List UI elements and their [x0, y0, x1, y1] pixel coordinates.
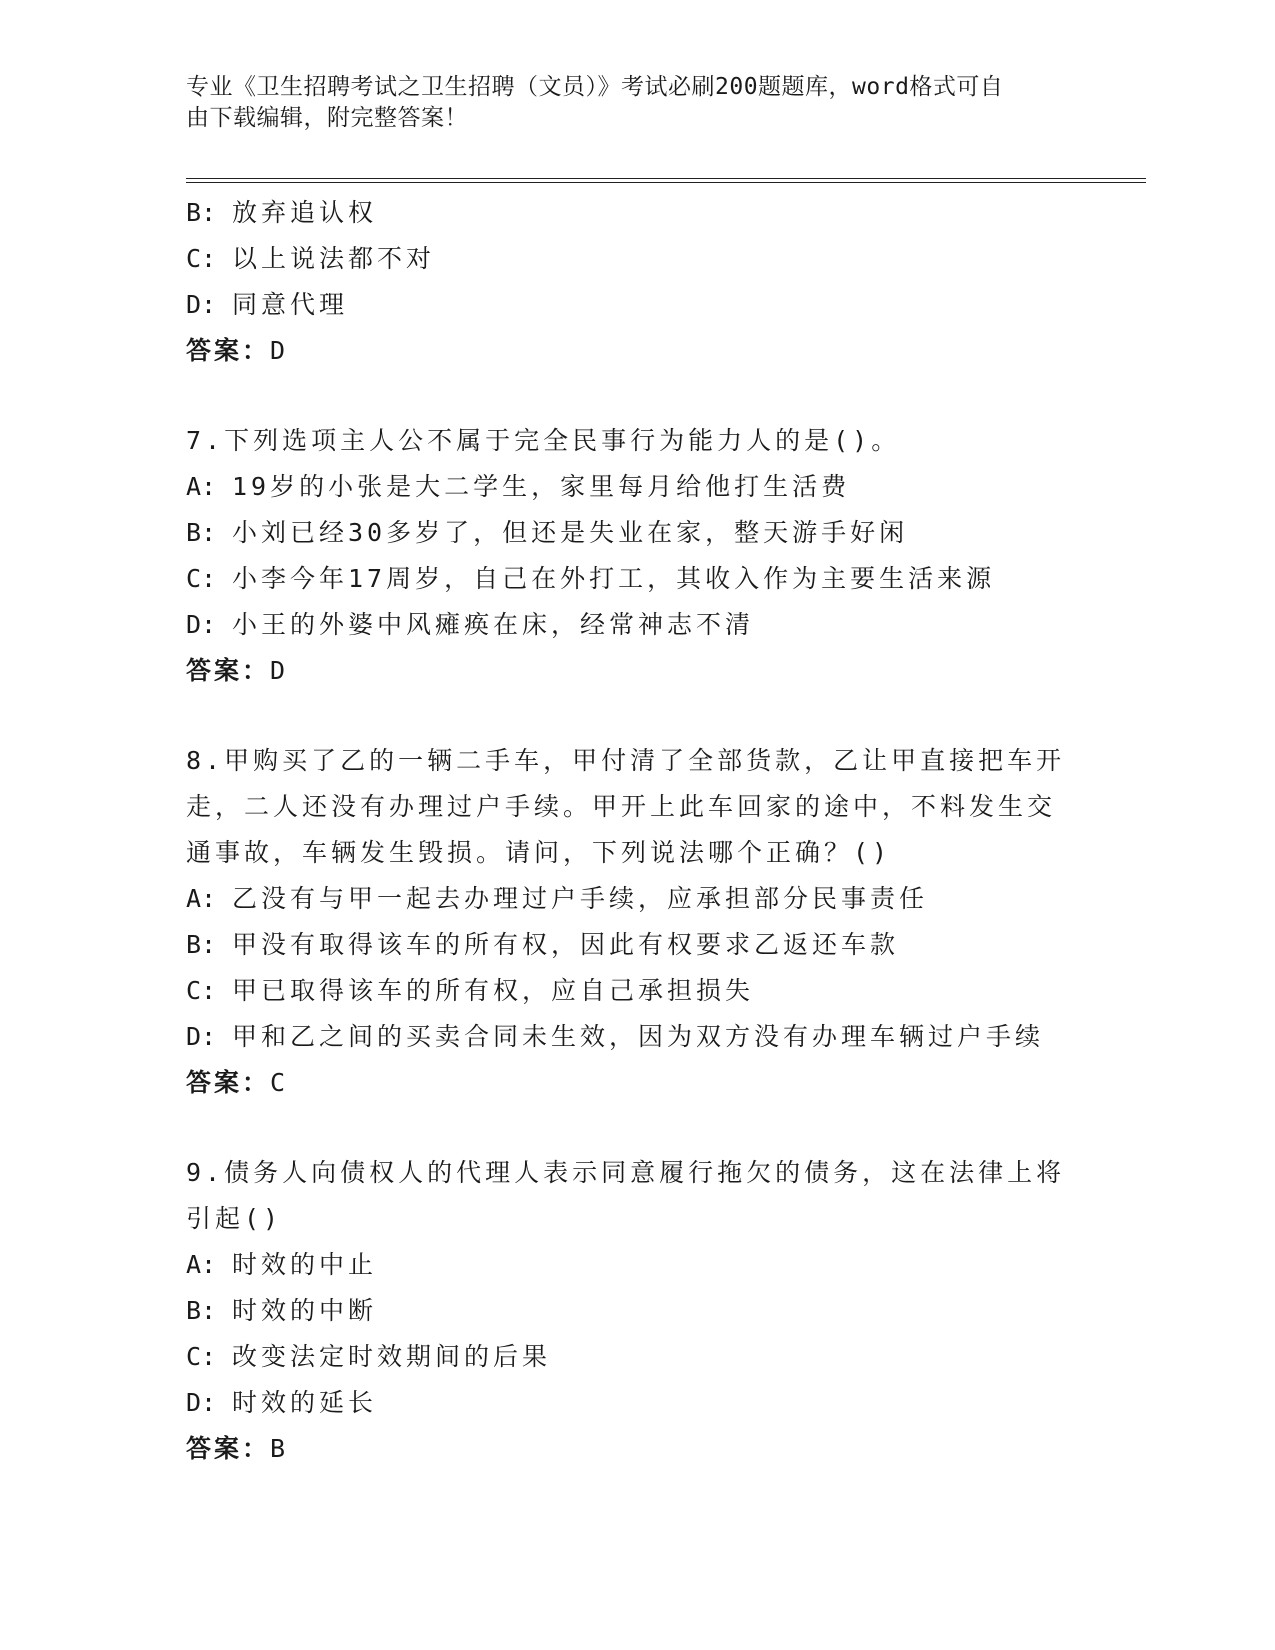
- option-label: C:: [186, 1342, 217, 1371]
- question-8: [186, 738, 1146, 1106]
- answer-line: [186, 1060, 1146, 1106]
- option-d: [186, 1014, 1146, 1060]
- answer-value: C: [270, 1068, 287, 1097]
- option-text: 时效的延长: [232, 1388, 378, 1417]
- answer-label: 答案：: [186, 336, 271, 365]
- option-label: D:: [186, 290, 217, 319]
- option-c: [186, 1334, 1146, 1380]
- option-c: [186, 968, 1146, 1014]
- option-text: 甲没有取得该车的所有权，因此有权要求乙返还车款: [232, 930, 900, 959]
- header-divider: [186, 178, 1146, 183]
- question-stem: 7.下列选项主人公不属于完全民事行为能力人的是()。: [186, 426, 901, 455]
- option-b: [186, 190, 1146, 236]
- question-stem-line: 引起(): [186, 1204, 283, 1233]
- option-label: B:: [186, 1296, 217, 1325]
- option-label: D:: [186, 610, 217, 639]
- question-stem-line: 8.甲购买了乙的一辆二手车，甲付清了全部货款，乙让甲直接把车开: [186, 746, 1066, 775]
- question-stem-line: 通事故，车辆发生毁损。请问，下列说法哪个正确？(): [186, 838, 892, 867]
- option-d: [186, 282, 1146, 328]
- question-stem: [186, 738, 1066, 876]
- answer-line: [186, 1426, 1146, 1472]
- option-label: B:: [186, 930, 217, 959]
- question-list: [186, 190, 1146, 1472]
- option-label: A:: [186, 472, 217, 501]
- option-text: 时效的中断: [232, 1296, 378, 1325]
- option-label: C:: [186, 976, 217, 1005]
- option-label: C:: [186, 244, 217, 273]
- option-c: [186, 236, 1146, 282]
- option-label: A:: [186, 884, 217, 913]
- option-b: [186, 1288, 1146, 1334]
- question-7: [186, 418, 1146, 694]
- question-stem: [186, 1150, 1066, 1242]
- option-b: [186, 922, 1146, 968]
- option-label: B:: [186, 198, 217, 227]
- question-stem-line: 走，二人还没有办理过户手续。甲开上此车回家的途中，不料发生交: [186, 792, 1057, 821]
- option-b: [186, 510, 1146, 556]
- option-text: 改变法定时效期间的后果: [232, 1342, 552, 1371]
- question-9: [186, 1150, 1146, 1472]
- answer-label: 答案：: [186, 1434, 271, 1463]
- option-text: 小李今年17周岁，自己在外打工，其收入作为主要生活来源: [232, 564, 996, 593]
- option-a: [186, 876, 1146, 922]
- document-page: [186, 0, 1146, 1650]
- header-line-2: 由下载编辑，附完整答案！: [186, 105, 468, 131]
- option-label: D:: [186, 1022, 217, 1051]
- question-6-continued: [186, 190, 1146, 374]
- answer-label: 答案：: [186, 656, 271, 685]
- answer-line: [186, 328, 1146, 374]
- option-text: 以上说法都不对: [232, 244, 436, 273]
- option-text: 放弃追认权: [232, 198, 378, 227]
- option-a: [186, 1242, 1146, 1288]
- option-label: D:: [186, 1388, 217, 1417]
- option-text: 小刘已经30多岁了，但还是失业在家，整天游手好闲: [232, 518, 909, 547]
- answer-value: B: [270, 1434, 287, 1463]
- option-text: 小王的外婆中风瘫痪在床，经常神志不清: [232, 610, 755, 639]
- answer-label: 答案：: [186, 1068, 271, 1097]
- option-c: [186, 556, 1146, 602]
- question-stem-line: 9.债务人向债权人的代理人表示同意履行拖欠的债务，这在法律上将: [186, 1158, 1066, 1187]
- option-a: [186, 464, 1146, 510]
- option-text: 乙没有与甲一起去办理过户手续，应承担部分民事责任: [232, 884, 929, 913]
- option-d: [186, 1380, 1146, 1426]
- answer-value: D: [270, 336, 287, 365]
- option-text: 时效的中止: [232, 1250, 378, 1279]
- option-text: 甲和乙之间的买卖合同未生效，因为双方没有办理车辆过户手续: [232, 1022, 1045, 1051]
- option-text: 19岁的小张是大二学生，家里每月给他打生活费: [232, 472, 851, 501]
- option-text: 甲已取得该车的所有权，应自己承担损失: [232, 976, 755, 1005]
- document-header: [186, 72, 1066, 134]
- answer-line: [186, 648, 1146, 694]
- option-label: C:: [186, 564, 217, 593]
- answer-value: D: [270, 656, 287, 685]
- header-line-1: 专业《卫生招聘考试之卫生招聘（文员）》考试必刷200题题库，word格式可自: [186, 74, 1004, 100]
- option-d: [186, 602, 1146, 648]
- option-text: 同意代理: [232, 290, 349, 319]
- option-label: B:: [186, 518, 217, 547]
- option-label: A:: [186, 1250, 217, 1279]
